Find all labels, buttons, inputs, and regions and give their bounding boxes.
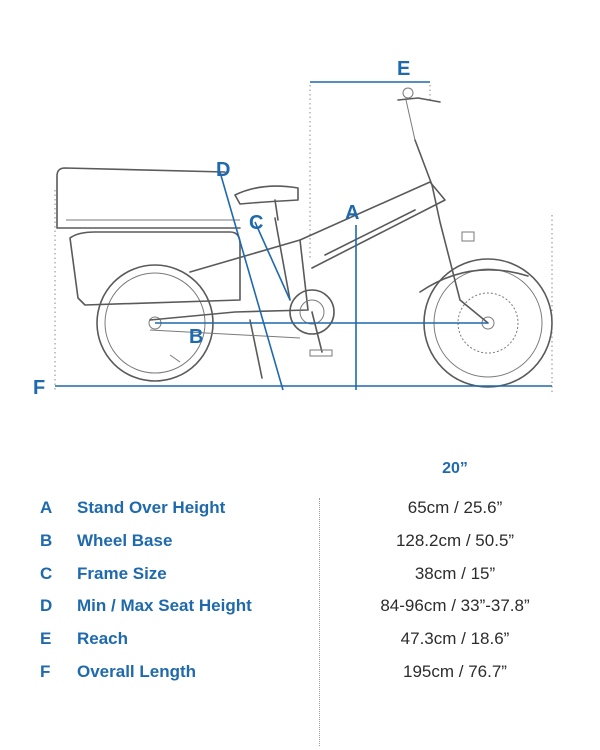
size-column-header: 20” xyxy=(442,460,468,477)
spec-row-frame-size xyxy=(0,564,600,594)
dimension-label-b: B xyxy=(189,326,204,348)
dimension-label-e: E xyxy=(397,58,411,80)
spec-value: 38cm / 15” xyxy=(414,564,496,583)
spec-letter: F xyxy=(40,662,51,681)
spec-value: 84-96cm / 33”-37.8” xyxy=(380,596,530,615)
spec-row-reach xyxy=(0,629,600,659)
spec-letter: B xyxy=(40,531,53,550)
spec-letter: C xyxy=(40,564,53,583)
dimension-label-a: A xyxy=(345,202,360,224)
rear-cargo-rack xyxy=(57,168,240,305)
spec-letter: D xyxy=(40,596,53,615)
spec-name: Stand Over Height xyxy=(77,498,226,517)
spec-row-stand-over-height xyxy=(0,498,600,528)
spec-name: Frame Size xyxy=(77,564,167,583)
spec-name: Min / Max Seat Height xyxy=(77,596,252,615)
geometry-spec-table xyxy=(0,450,600,710)
spec-name: Wheel Base xyxy=(77,531,173,550)
spec-letter: E xyxy=(40,629,52,648)
spec-row-seat-height xyxy=(0,596,600,626)
spec-value: 195cm / 76.7” xyxy=(403,662,507,681)
dimension-lines xyxy=(55,82,552,390)
spec-value: 65cm / 25.6” xyxy=(407,498,503,517)
spec-row-overall-length xyxy=(0,662,600,692)
dimension-label-c: C xyxy=(249,212,264,234)
spec-row-wheel-base xyxy=(0,531,600,561)
dimension-label-d: D xyxy=(216,159,231,181)
spec-name: Reach xyxy=(77,629,129,648)
dimension-label-f: F xyxy=(33,377,46,399)
spec-value: 128.2cm / 50.5” xyxy=(395,531,515,550)
spec-name: Overall Length xyxy=(77,662,197,681)
spec-value: 47.3cm / 18.6” xyxy=(400,629,510,648)
spec-letter: A xyxy=(40,498,53,517)
